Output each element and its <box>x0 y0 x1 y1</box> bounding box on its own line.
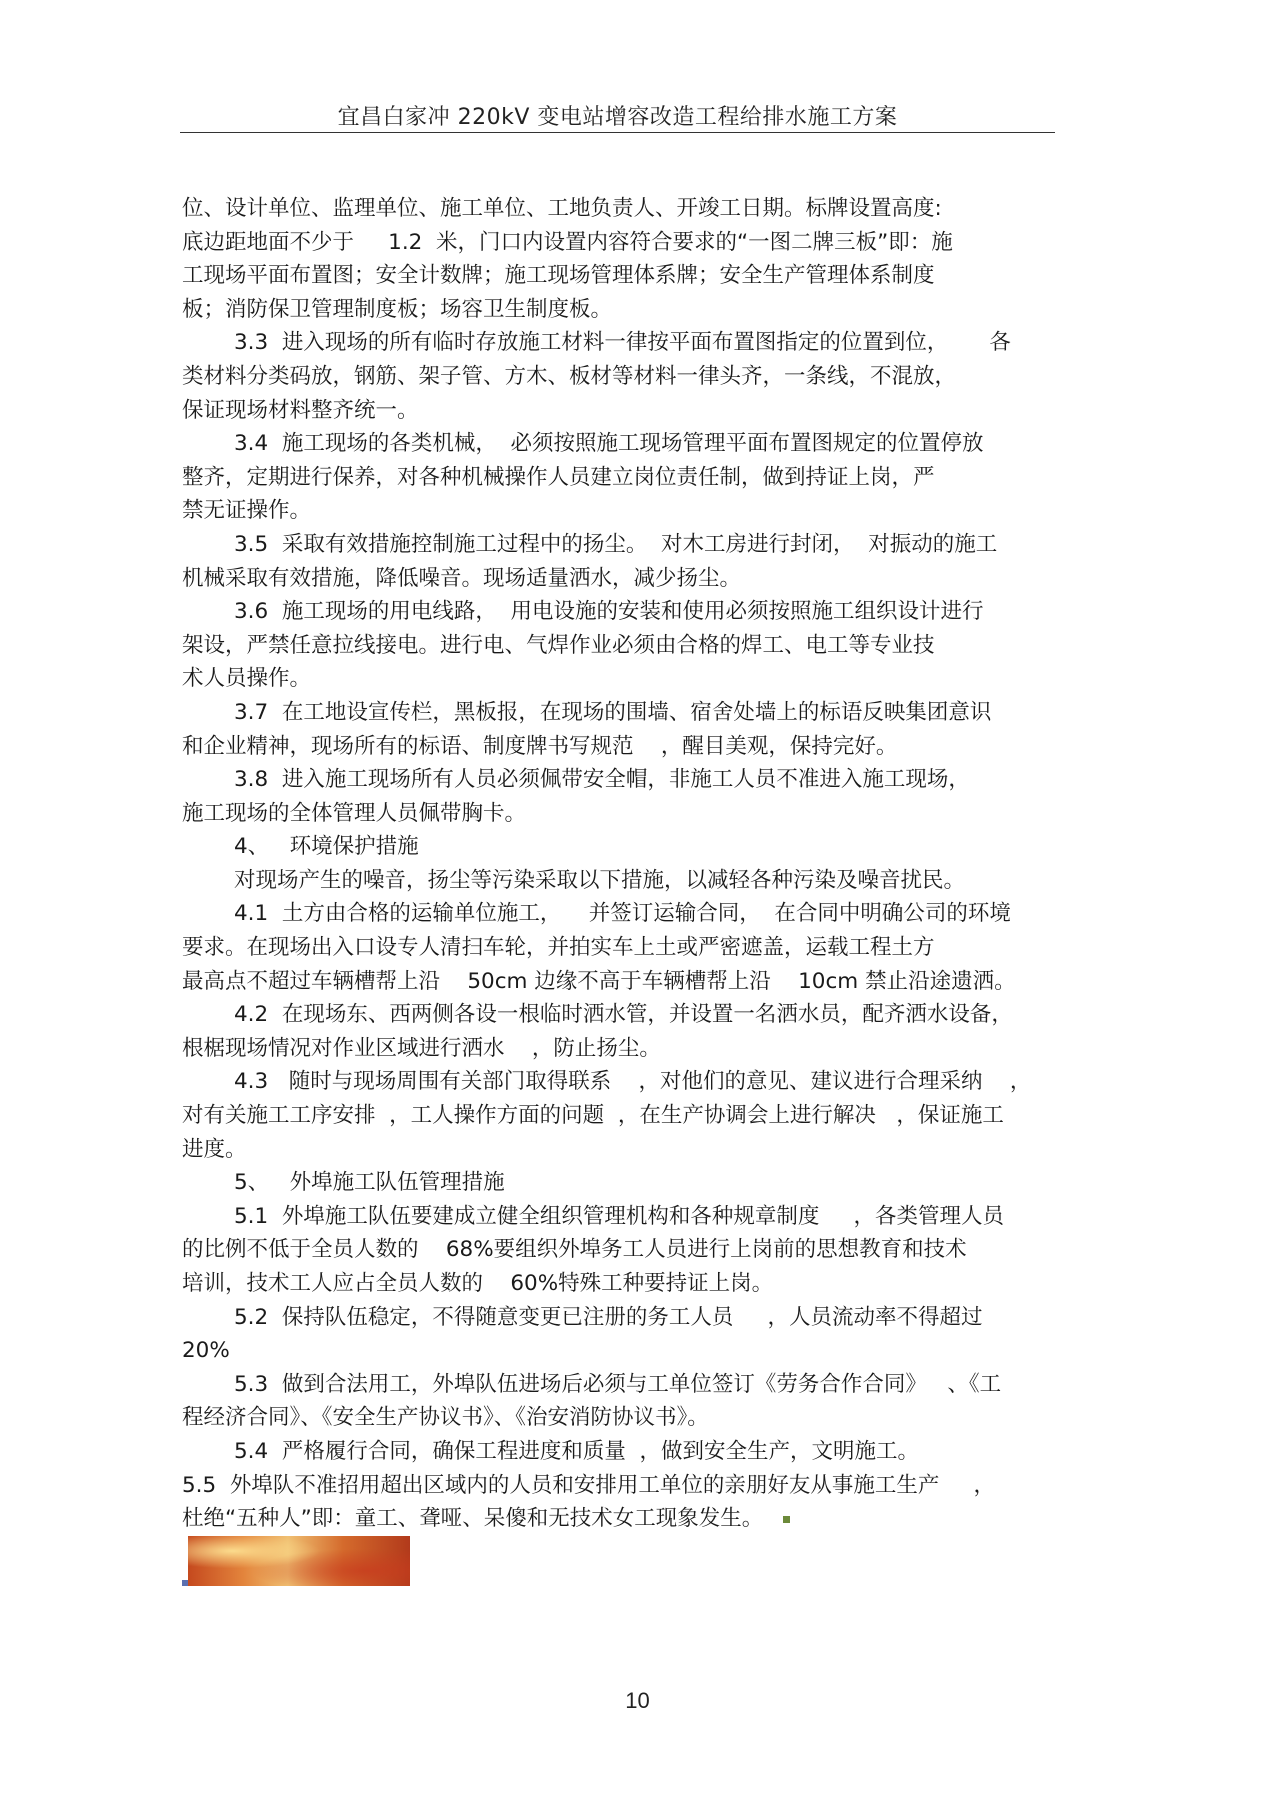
text-line: 5.5 外埠队不准招用超出区域内的人员和安排用工单位的亲朋好友从事施工生产 ， <box>182 1472 996 1498</box>
text-line: 5.3 做到合法用工，外埠队伍进场后必须与工单位签订《劳务合作合同》 、《工 <box>234 1371 1002 1397</box>
text-line: 底边距地面不少于 1.2 米，门口内设置内容符合要求的“一图二牌三板”即：施 <box>182 229 953 255</box>
text-line: 3.4 施工现场的各类机械， 必须按照施工现场管理平面布置图规定的位置停放 <box>234 431 984 457</box>
text-line: 机械采取有效措施，降低噪音。现场适量洒水，减少扬尘。 <box>182 565 742 591</box>
text-line: 3.7 在工地设宣传栏，黑板报，在现场的围墙、宿舍处墙上的标语反映集团意识 <box>234 699 992 725</box>
text-line: 5.1 外埠施工队伍要建成立健全组织管理机构和各种规章制度 ，各类管理人员 <box>234 1203 1005 1229</box>
text-line: 进度。 <box>182 1136 247 1162</box>
text-line: 保证现场材料整齐统一。 <box>182 397 419 423</box>
text-line: 3.6 施工现场的用电线路， 用电设施的安装和使用必须按照施工组织设计进行 <box>234 599 984 625</box>
text-line: 4.3 随时与现场周围有关部门取得联系 ，对他们的意见、建议进行合理采纳 ， <box>234 1069 1032 1095</box>
text-line: 4.2 在现场东、西两侧各设一根临时洒水管，并设置一名洒水员，配齐洒水设备， <box>234 1002 1013 1028</box>
text-line: 20% <box>182 1338 230 1364</box>
text-line: 要求。在现场出入口设专人清扫车轮，并拍实车上土或严密遮盖，运载工程土方 <box>182 935 935 961</box>
page-number: 10 <box>625 1688 650 1713</box>
text-line: 施工现场的全体管理人员佩带胸卡。 <box>182 800 527 826</box>
text-line: 架设，严禁任意拉线接电。进行电、气焊作业必须由合格的焊工、电工等专业技 <box>182 632 935 658</box>
text-line: 5.2 保持队伍稳定，不得随意变更已注册的务工人员 ，人员流动率不得超过 <box>234 1304 983 1330</box>
marker-icon <box>783 1516 790 1523</box>
text-line: 4.1 土方由合格的运输单位施工， 并签订运输合同， 在合同中明确公司的环境 <box>234 901 1011 927</box>
text-line: 板；消防保卫管理制度板；场容卫生制度板。 <box>182 296 613 322</box>
text-line: 的比例不低于全员人数的 68%要组织外埠务工人员进行上岗前的思想教育和技术 <box>182 1237 967 1263</box>
text-line: 禁无证操作。 <box>182 498 312 524</box>
text-line: 整齐，定期进行保养，对各种机械操作人员建立岗位责任制，做到持证上岗，严 <box>182 464 935 490</box>
text-line: 5.4 严格履行合同，确保工程进度和质量 ，做到安全生产，文明施工。 <box>234 1438 920 1464</box>
text-line: 根椐现场情况对作业区域进行洒水 ，防止扬尘。 <box>182 1035 661 1061</box>
last-line-text: 杜绝“五种人”即：童工、聋哑、呆傻和无技术女工现象发生。 <box>182 1506 764 1532</box>
text-line: 和企业精神，现场所有的标语、制度牌书写规范 ，醒目美观，保持完好。 <box>182 733 898 759</box>
text-line: 术人员操作。 <box>182 666 312 692</box>
header-divider <box>180 132 1055 133</box>
text-line: 工现场平面布置图；安全计数牌；施工现场管理体系牌；安全生产管理体系制度 <box>182 263 935 289</box>
image-handle-icon <box>182 1580 188 1586</box>
text-line: 类材料分类码放，钢筋、架子管、方木、板材等材料一律头齐，一条线，不混放， <box>182 363 957 389</box>
document-body <box>182 192 1112 1536</box>
text-line-last <box>182 1502 1112 1536</box>
text-line: 程经济合同》、《安全生产协议书》、《治安消防协议书》。 <box>182 1405 709 1431</box>
text-line: 3.3 进入现场的所有临时存放施工材料一律按平面布置图指定的位置到位， 各 <box>234 330 1011 356</box>
decorative-banner-image <box>188 1536 410 1586</box>
section-heading: 4、 环境保护措施 <box>234 834 419 860</box>
text-line: 最高点不超过车辆槽帮上沿 50cm 边缘不高于车辆槽帮上沿 10cm 禁止沿途遗洒。 <box>182 968 1016 994</box>
text-line: 培训，技术工人应占全员人数的 60%特殊工种要持证上岗。 <box>182 1271 774 1296</box>
text-line: 3.8 进入施工现场所有人员必须佩带安全帽，非施工人员不准进入施工现场， <box>234 767 970 793</box>
page-header-title: 宜昌白家冲 220kV 变电站增容改造工程给排水施工方案 <box>337 105 898 130</box>
text-line: 对有关施工工序安排 ，工人操作方面的问题 ，在生产协调会上进行解决 ，保证施工 <box>182 1103 1004 1129</box>
text-line: 位、设计单位、监理单位、施工单位、工地负责人、开竣工日期。标牌设置高度: <box>182 196 942 221</box>
section-heading: 5、 外埠施工队伍管理措施 <box>234 1170 505 1196</box>
text-line: 3.5 采取有效措施控制施工过程中的扬尘。 对木工房进行封闭， 对振动的施工 <box>234 531 998 557</box>
text-line: 对现场产生的噪音，扬尘等污染采取以下措施，以减轻各种污染及噪音扰民。 <box>234 867 966 893</box>
